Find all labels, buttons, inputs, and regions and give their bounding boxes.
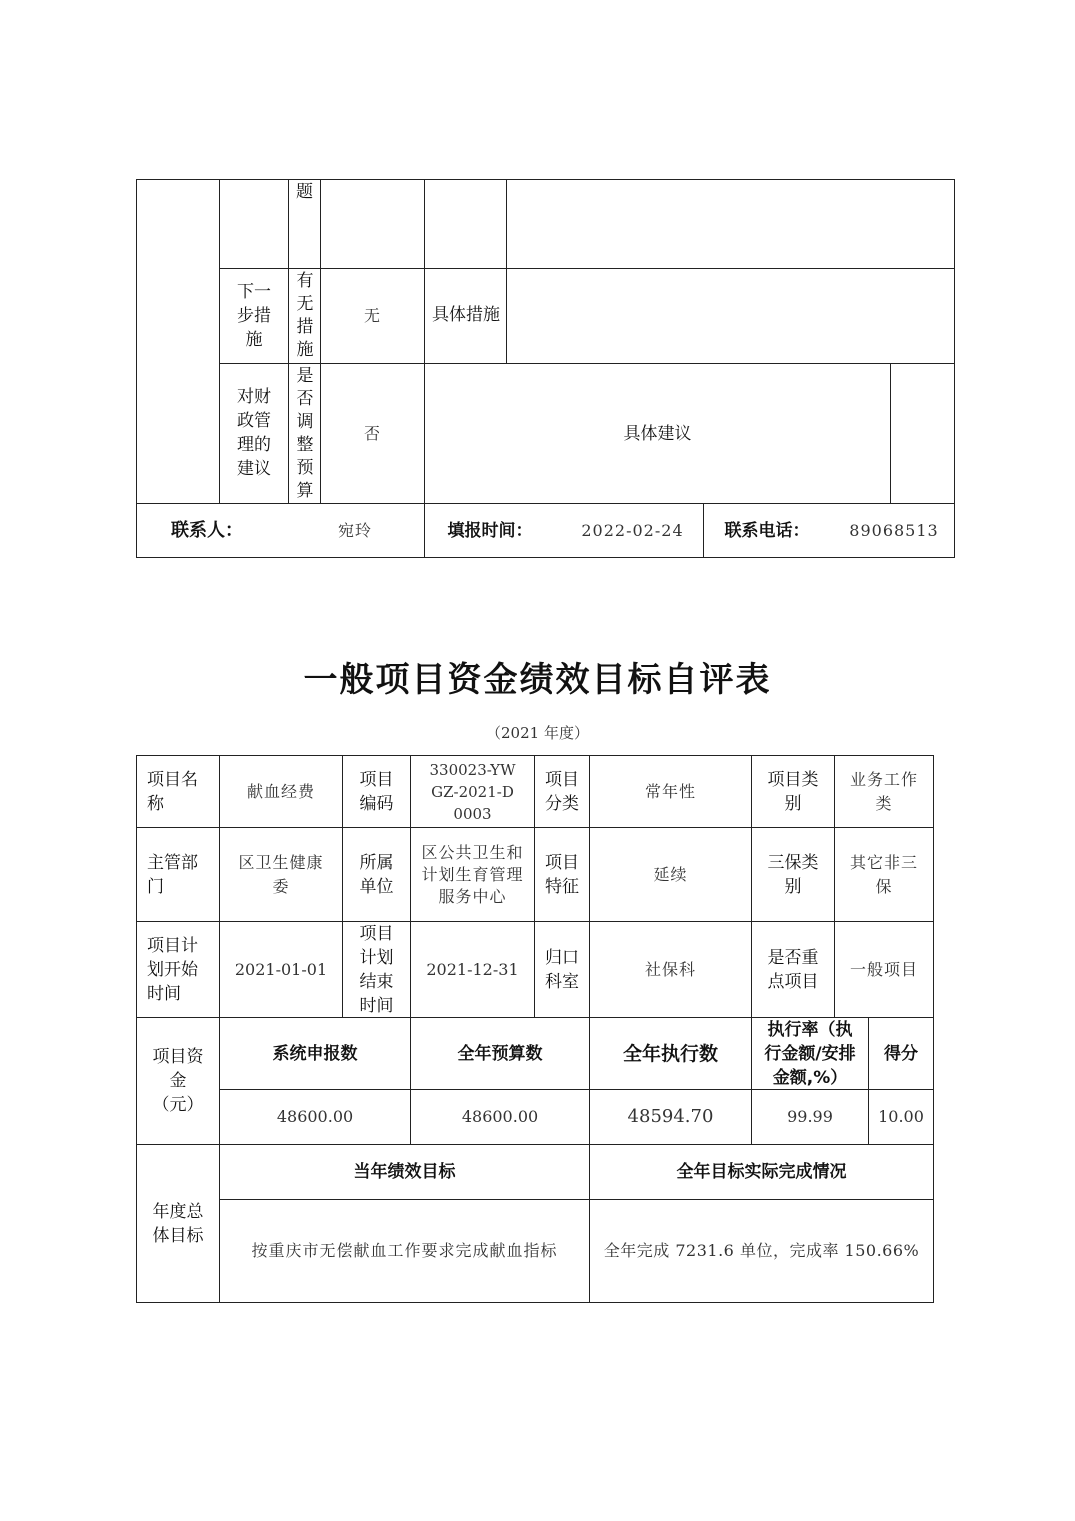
feature-label: 项目特征 [545, 852, 579, 897]
funds-header-executed: 全年执行数 [622, 1042, 718, 1065]
funds-header-declared: 系统申报数 [272, 1043, 358, 1064]
end-time-value: 2021-12-31 [426, 959, 519, 979]
office-value: 社保科 [644, 959, 696, 979]
specific-measures-label: 具体措施 [432, 305, 500, 325]
has-measures-value: 无 [363, 306, 381, 325]
office-label: 归口科室 [545, 947, 579, 992]
funds-value-declared: 48600.00 [276, 1107, 354, 1126]
date-label: 填报时间： [447, 520, 533, 541]
dept-label: 主管部门 [147, 852, 198, 897]
key-project-value: 一般项目 [849, 959, 918, 979]
project-code-label: 项目编码 [359, 769, 394, 814]
unit-label: 所属单位 [359, 852, 394, 897]
specific-advice-value [891, 364, 954, 503]
key-project-label: 是否重点项目 [767, 947, 819, 992]
has-measures-label: 有无措施 [296, 271, 314, 360]
funds-value-budget: 48600.00 [461, 1107, 539, 1126]
project-code-value: 330023-YWGZ-2021-D0003 [429, 760, 516, 823]
topic-tail-label: 题 [296, 182, 313, 202]
page-title: 一般项目资金绩效目标自评表 [303, 660, 772, 700]
project-type-value: 业务工作类 [849, 769, 918, 813]
phone-label: 联系电话： [724, 520, 810, 541]
adjust-budget-value: 否 [363, 423, 381, 443]
project-category-value: 常年性 [644, 781, 696, 801]
actual-value: 全年完成 7231.6 单位，完成率 150.66% [603, 1241, 920, 1260]
specific-advice-label: 具体建议 [623, 423, 692, 444]
start-time-label: 项目计划开始时间 [147, 935, 198, 1004]
actual-header: 全年目标实际完成情况 [676, 1162, 847, 1182]
funds-value-executed: 48594.70 [627, 1106, 714, 1127]
contact-value: 宛玲 [337, 520, 372, 540]
next-steps-label: 下一步措施 [237, 282, 271, 350]
sanbao-label: 三保类别 [767, 852, 819, 897]
unit-value: 区公共卫生和计划生育管理服务中心 [421, 842, 524, 906]
start-time-value: 2021-01-01 [234, 959, 328, 979]
phone-value: 89068513 [849, 520, 939, 540]
project-name-value: 献血经费 [246, 781, 315, 801]
funds-header-rate: 执行率（执行金额/安排金额,%） [764, 1019, 856, 1088]
project-name-label: 项目名称 [147, 769, 198, 814]
feature-value: 延续 [653, 864, 688, 884]
year-subtitle: （2021 年度） [486, 724, 589, 742]
project-category-label: 项目分类 [545, 769, 579, 814]
funds-header-score: 得分 [884, 1043, 918, 1064]
project-type-label: 项目类别 [767, 769, 819, 814]
annual-goal-label: 年度总体目标 [152, 1201, 204, 1246]
goal-value: 按重庆市无偿献血工作要求完成献血指标 [251, 1241, 558, 1260]
dept-value: 区卫生健康委 [238, 852, 324, 896]
funds-label: 项目资金（元） [152, 1047, 204, 1115]
sanbao-value: 其它非三保 [849, 852, 918, 896]
funds-value-score: 10.00 [878, 1107, 924, 1126]
goal-header: 当年绩效目标 [353, 1162, 456, 1182]
adjust-budget-label: 是否调整预算 [296, 365, 314, 501]
specific-measures-value [507, 269, 954, 363]
date-value: 2022-02-24 [581, 520, 684, 540]
contact-label: 联系人： [171, 519, 243, 541]
funds-header-budget: 全年预算数 [457, 1043, 543, 1064]
end-time-label: 项目计划结束时间 [359, 923, 394, 1016]
finance-advice-label: 对财政管理的建议 [237, 387, 271, 479]
funds-value-rate: 99.99 [787, 1107, 833, 1126]
